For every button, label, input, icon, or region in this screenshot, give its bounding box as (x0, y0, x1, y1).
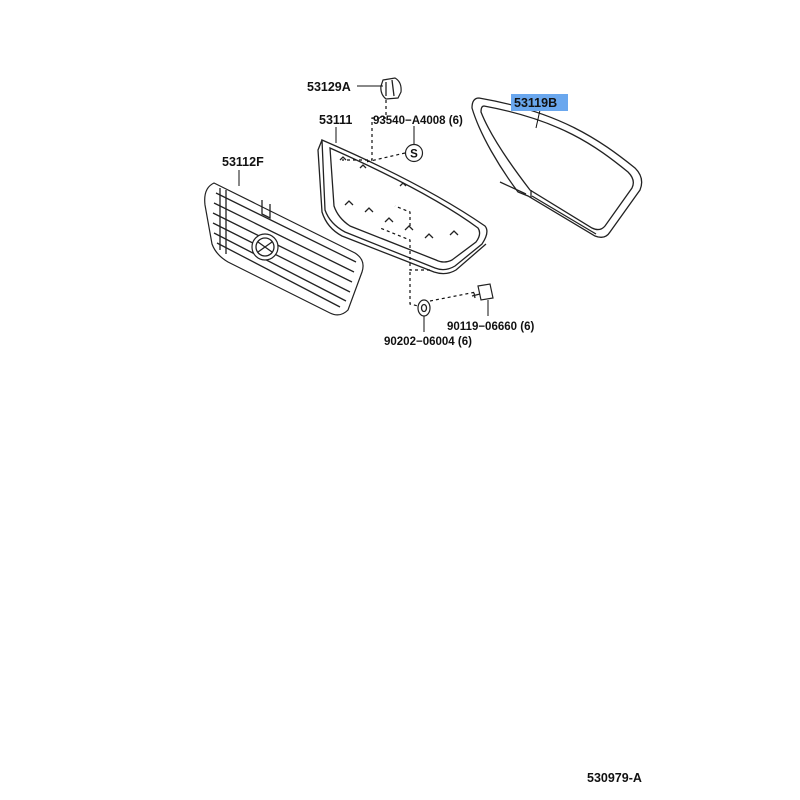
label-53112f[interactable]: 53112F (222, 155, 264, 169)
label-53119b[interactable]: 53119B (514, 96, 558, 110)
grille-seal-icon[interactable] (472, 98, 642, 237)
radiator-grille-icon[interactable] (205, 183, 363, 315)
bolt-icon[interactable] (472, 284, 493, 300)
washer-icon[interactable] (418, 300, 430, 316)
label-90119-06660[interactable]: 90119−06660 (6) (447, 321, 535, 333)
diagram-code: 530979-A (587, 771, 642, 785)
label-90202-06004[interactable]: 90202−06004 (6) (384, 336, 472, 348)
label-53111[interactable]: 53111 (319, 113, 353, 127)
screw-icon[interactable] (406, 145, 423, 162)
clip-icon[interactable] (381, 78, 401, 99)
svg-text:S: S (410, 148, 418, 161)
label-53129a[interactable]: 53129A (307, 80, 351, 94)
label-93540-a4008[interactable]: 93540−A4008 (6) (373, 115, 463, 127)
